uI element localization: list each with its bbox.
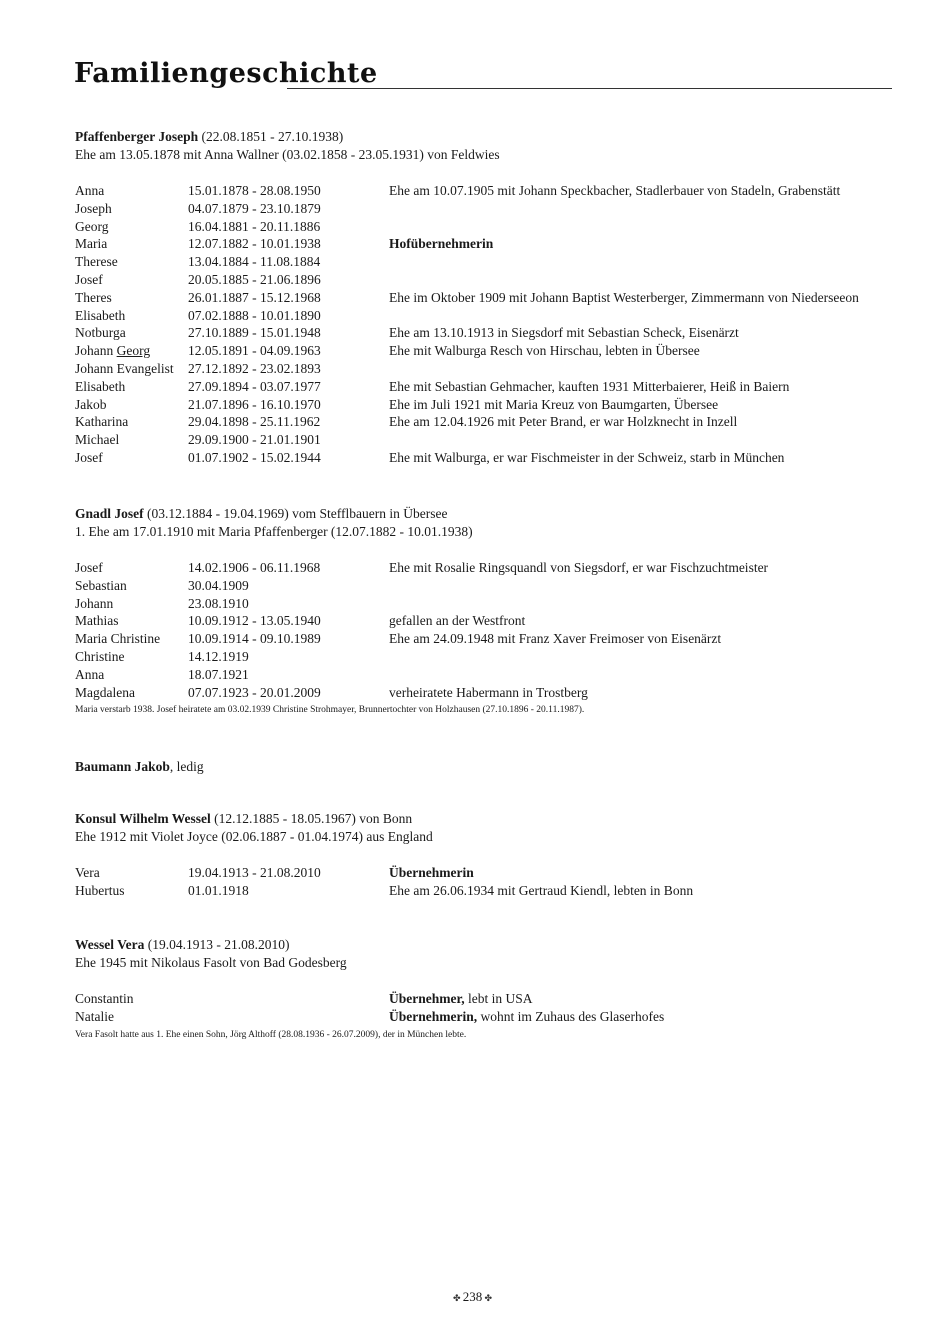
remark-role: Übernehmerin, — [389, 1008, 478, 1024]
child-name: Anna — [75, 666, 105, 682]
child-remark: Ehe mit Rosalie Ringsquandl von Siegsdorf, er war Fischzuchtmeister — [389, 560, 769, 575]
child-row — [75, 235, 905, 253]
child-dates: 27.12.1892 - 23.02.1893 — [188, 360, 321, 376]
child-dates: 27.09.1894 - 03.07.1977 — [188, 378, 321, 394]
child-row — [75, 218, 905, 236]
children-list — [75, 864, 905, 900]
head-dates: (03.12.1884 - 19.04.1969) vom Stefflbauern in Übersee — [143, 506, 448, 521]
child-name: Jakob — [75, 396, 107, 412]
child-row — [75, 612, 905, 630]
child-name: Hubertus — [75, 882, 125, 898]
child-dates: 01.07.1902 - 15.02.1944 — [188, 449, 321, 465]
child-remark: Ehe im Oktober 1909 mit Johann Baptist Westerberger, Zimmermann von Niederseeon — [389, 289, 859, 305]
child-name-callname: Georg — [116, 343, 151, 359]
child-row — [75, 307, 905, 325]
child-name: Joseph — [75, 200, 112, 216]
children-list — [75, 559, 905, 701]
child-dates: 04.07.1879 - 23.10.1879 — [188, 200, 321, 216]
child-row — [75, 289, 905, 307]
child-dates: 23.08.1910 — [188, 595, 249, 611]
child-row — [75, 360, 905, 378]
children-list — [75, 182, 905, 467]
child-remark: Ehe am 24.09.1948 mit Franz Xaver Freimoser von Eisenärzt — [389, 631, 722, 647]
marriage-line: 1. Ehe am 17.01.1910 mit Maria Pfaffenberger (12.07.1882 - 10.01.1938) — [75, 524, 473, 539]
head-name: Baumann Jakob — [75, 759, 170, 774]
child-row — [75, 271, 905, 289]
child-dates: 26.01.1887 - 15.12.1968 — [188, 289, 321, 305]
child-row — [75, 253, 905, 271]
child-row — [75, 666, 905, 684]
marriage-line: Ehe 1945 mit Nikolaus Fasolt von Bad Godesberg — [75, 955, 347, 970]
child-row — [75, 342, 905, 360]
child-row — [75, 1008, 905, 1026]
child-name: Elisabeth — [75, 307, 126, 323]
child-dates: 30.04.1909 — [188, 577, 249, 593]
head-name: Gnadl Josef — [75, 506, 144, 521]
child-dates: 29.04.1898 - 25.11.1962 — [188, 414, 321, 430]
child-dates: 19.04.1913 - 21.08.2010 — [188, 865, 321, 880]
child-remark — [389, 990, 533, 1008]
head-name: Konsul Wilhelm Wessel — [75, 811, 211, 826]
child-name: Magdalena — [75, 684, 135, 700]
child-name: Johann — [75, 595, 114, 611]
child-name-first: Johann — [75, 343, 117, 359]
child-name: Notburga — [75, 325, 126, 341]
section-footnote: Maria verstarb 1938. Josef heiratete am 03.02.1939 Christine Strohmayer, Brunnertochter von Holzhausen (27.10.1896 - 20.11.1987). — [75, 705, 585, 716]
child-name: Katharina — [75, 414, 129, 430]
child-row — [75, 559, 905, 577]
title-rule — [287, 88, 892, 89]
child-row — [75, 990, 905, 1008]
family-section-baumann — [75, 758, 905, 776]
child-row — [75, 577, 905, 595]
child-name: Maria Christine — [75, 631, 161, 647]
child-name: Maria — [75, 236, 108, 252]
child-remark: Ehe am 12.04.1926 mit Peter Brand, er war Holzknecht in Inzell — [389, 414, 738, 430]
child-dates: 01.01.1918 — [188, 882, 249, 898]
head-name: Pfaffenberger Joseph — [75, 129, 199, 144]
child-remark: Hofübernehmerin — [389, 236, 494, 252]
child-remark: Ehe am 10.07.1905 mit Johann Speckbacher, Stadlerbauer von Stadeln, Grabenstätt — [389, 183, 841, 198]
head-rest: , ledig — [169, 759, 204, 774]
children-list — [75, 990, 905, 1026]
child-row — [75, 449, 905, 467]
child-dates: 12.05.1891 - 04.09.1963 — [188, 343, 321, 359]
child-name: Vera — [75, 865, 100, 880]
child-name: Therese — [75, 254, 118, 270]
family-section-wessel-wilhelm — [75, 810, 905, 900]
child-name: Mathias — [75, 613, 119, 629]
section-heading — [75, 810, 905, 828]
child-dates: 10.09.1912 - 13.05.1940 — [188, 613, 321, 629]
child-dates: 15.01.1878 - 28.08.1950 — [188, 183, 321, 198]
head-dates: (22.08.1851 - 27.10.1938) — [198, 129, 344, 144]
child-remark: Ehe mit Walburga Resch von Hirschau, lebten in Übersee — [389, 343, 700, 359]
section-footnote: Vera Fasolt hatte aus 1. Ehe einen Sohn, Jörg Althoff (28.08.1936 - 26.07.2009), der in München lebte. — [75, 1029, 467, 1040]
child-row — [75, 882, 905, 900]
child-dates: 13.04.1884 - 11.08.1884 — [188, 254, 321, 270]
section-heading — [75, 128, 905, 146]
child-row — [75, 648, 905, 666]
child-name: Josef — [75, 560, 103, 575]
head-dates: (19.04.1913 - 21.08.2010) — [144, 937, 290, 952]
child-dates: 07.02.1888 - 10.01.1890 — [188, 307, 321, 323]
child-name: Josef — [75, 449, 103, 465]
child-row — [75, 324, 905, 342]
child-name: Johann Evangelist — [75, 360, 174, 376]
page-header — [74, 58, 892, 98]
child-row — [75, 431, 905, 449]
child-row — [75, 595, 905, 613]
child-remark: Ehe am 13.10.1913 in Siegsdorf mit Sebastian Scheck, Eisenärzt — [389, 325, 739, 341]
child-dates: 29.09.1900 - 21.01.1901 — [188, 432, 321, 448]
marriage-line: Ehe am 13.05.1878 mit Anna Wallner (03.02.1858 - 23.05.1931) von Feldwies — [75, 147, 500, 162]
child-row — [75, 864, 905, 882]
child-remark: Ehe mit Walburga, er war Fischmeister in der Schweiz, starb in München — [389, 449, 785, 465]
child-remark: Übernehmerin — [389, 865, 474, 880]
section-heading — [75, 758, 905, 776]
child-name: Anna — [75, 183, 105, 198]
child-remark: gefallen an der Westfront — [389, 613, 526, 629]
child-remark: Ehe mit Sebastian Gehmacher, kauften 1931 Mitterbaierer, Heiß in Baiern — [389, 378, 790, 394]
child-name: Georg — [75, 218, 109, 234]
child-dates: 14.12.1919 — [188, 648, 249, 664]
remark-text: wohnt im Zuhaus des Glaserhofes — [477, 1008, 665, 1024]
head-name: Wessel Vera — [75, 937, 145, 952]
child-name: Theres — [75, 289, 112, 305]
family-section-pfaffenberger — [75, 128, 905, 467]
family-section-wessel-vera — [75, 936, 905, 1042]
child-remark: verheiratete Habermann in Trostberg — [389, 684, 588, 700]
child-row — [75, 413, 905, 431]
child-name — [75, 342, 150, 360]
child-row — [75, 630, 905, 648]
remark-text: lebt in USA — [464, 991, 533, 1006]
ornament-right-icon: ✤ — [482, 1293, 493, 1303]
child-dates: 21.07.1896 - 16.10.1970 — [188, 396, 321, 412]
family-section-gnadl — [75, 505, 905, 717]
child-dates: 10.09.1914 - 09.10.1989 — [188, 631, 321, 647]
section-heading — [75, 505, 905, 523]
child-name: Sebastian — [75, 577, 127, 593]
child-row — [75, 200, 905, 218]
child-row — [75, 378, 905, 396]
child-dates: 16.04.1881 - 20.11.1886 — [188, 218, 321, 234]
child-name: Michael — [75, 432, 120, 448]
ornament-left-icon: ✤ — [452, 1293, 463, 1303]
child-remark: Ehe am 26.06.1934 mit Gertraud Kiendl, lebten in Bonn — [389, 882, 694, 898]
child-row — [75, 182, 905, 200]
child-dates: 18.07.1921 — [188, 666, 249, 682]
head-dates: (12.12.1885 - 18.05.1967) von Bonn — [210, 811, 413, 826]
child-remark: Ehe im Juli 1921 mit Maria Kreuz von Baumgarten, Übersee — [389, 396, 719, 412]
page-number-text: 238 — [462, 1289, 483, 1304]
child-dates: 07.07.1923 - 20.01.2009 — [188, 684, 321, 700]
remark-role: Übernehmer, — [389, 991, 465, 1006]
child-remark — [389, 1008, 664, 1026]
child-name: Constantin — [75, 991, 134, 1006]
section-heading — [75, 936, 905, 954]
child-name: Elisabeth — [75, 378, 126, 394]
page-number — [0, 1289, 945, 1305]
child-row — [75, 684, 905, 702]
child-dates: 27.10.1889 - 15.01.1948 — [188, 325, 321, 341]
child-dates: 12.07.1882 - 10.01.1938 — [188, 236, 321, 252]
child-dates: 20.05.1885 - 21.06.1896 — [188, 271, 321, 287]
child-name: Natalie — [75, 1008, 114, 1024]
child-name: Christine — [75, 648, 125, 664]
child-dates: 14.02.1906 - 06.11.1968 — [188, 560, 321, 575]
page-title: Familiengeschichte — [74, 58, 378, 89]
marriage-line: Ehe 1912 mit Violet Joyce (02.06.1887 - 01.04.1974) aus England — [75, 829, 433, 844]
child-name: Josef — [75, 271, 103, 287]
child-row — [75, 396, 905, 414]
